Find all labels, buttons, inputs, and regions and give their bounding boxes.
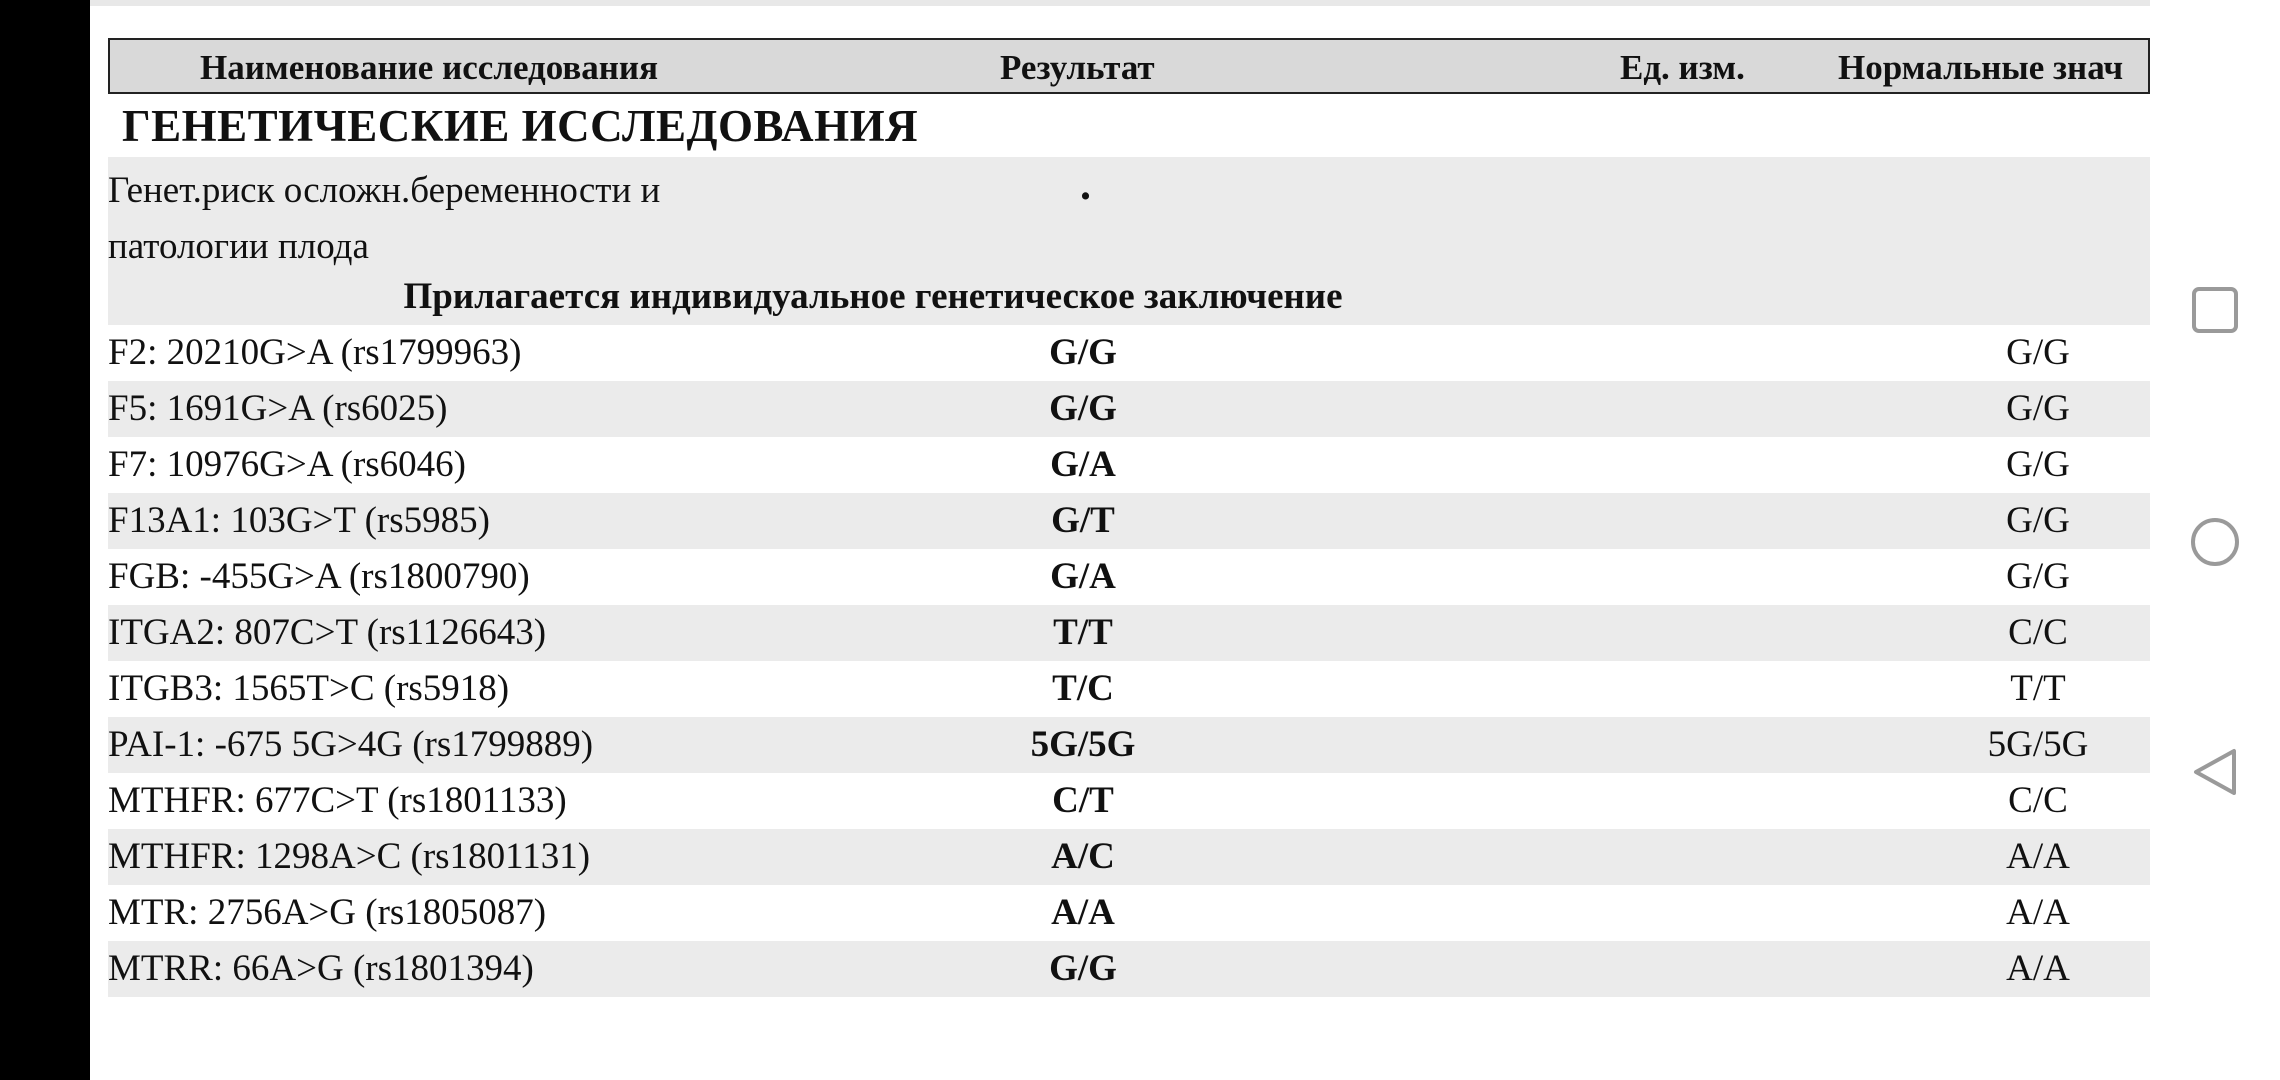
row-norm: G/G bbox=[2006, 556, 2070, 597]
table-row bbox=[108, 717, 2150, 773]
recents-button[interactable] bbox=[2188, 283, 2242, 337]
navigation-bar bbox=[2150, 0, 2280, 1080]
row-name: FGB: -455G>A (rs1800790) bbox=[108, 556, 530, 597]
row-result: T/T bbox=[1053, 612, 1113, 653]
table-row bbox=[108, 661, 2150, 717]
row-norm: A/A bbox=[2006, 892, 2070, 933]
top-page-edge bbox=[90, 0, 2150, 6]
row-result: G/T bbox=[1051, 500, 1115, 541]
risk-block bbox=[108, 157, 2150, 325]
row-norm: A/A bbox=[2006, 836, 2070, 877]
risk-line-2: патологии плода bbox=[108, 226, 369, 267]
row-norm: C/C bbox=[2008, 780, 2068, 821]
table-row bbox=[108, 493, 2150, 549]
row-norm: T/T bbox=[2010, 668, 2066, 709]
table-row bbox=[108, 773, 2150, 829]
table-row bbox=[108, 325, 2150, 381]
row-name: F13A1: 103G>T (rs5985) bbox=[108, 500, 490, 541]
row-norm: G/G bbox=[2006, 500, 2070, 541]
row-result: G/A bbox=[1050, 556, 1116, 597]
triangle-back-icon bbox=[2188, 745, 2242, 799]
risk-result: . bbox=[1080, 160, 1091, 209]
row-name: MTRR: 66A>G (rs1801394) bbox=[108, 948, 534, 989]
row-name: F5: 1691G>A (rs6025) bbox=[108, 388, 448, 429]
back-button[interactable] bbox=[2188, 745, 2242, 799]
header-unit: Ед. изм. bbox=[1620, 48, 1745, 87]
table-row bbox=[108, 885, 2150, 941]
circle-icon bbox=[2188, 515, 2242, 569]
square-icon bbox=[2188, 283, 2242, 337]
row-norm: G/G bbox=[2006, 444, 2070, 485]
row-norm: A/A bbox=[2006, 948, 2070, 989]
risk-name bbox=[108, 163, 828, 275]
attachment-note: Прилагается индивидуальное генетическое заключение bbox=[403, 276, 1343, 317]
row-result: A/C bbox=[1051, 836, 1115, 877]
row-norm: 5G/5G bbox=[1987, 724, 2089, 765]
document-page[interactable] bbox=[90, 0, 2150, 1080]
row-name: F2: 20210G>A (rs1799963) bbox=[108, 332, 522, 373]
row-result: C/T bbox=[1052, 780, 1114, 821]
row-norm: G/G bbox=[2006, 332, 2070, 373]
table-row bbox=[108, 605, 2150, 661]
row-name: ITGA2: 807C>T (rs1126643) bbox=[108, 612, 547, 653]
table-header bbox=[108, 38, 2150, 94]
row-name: MTHFR: 677C>T (rs1801133) bbox=[108, 780, 567, 821]
table-row bbox=[108, 941, 2150, 997]
table-row bbox=[108, 381, 2150, 437]
row-name: MTHFR: 1298A>C (rs1801131) bbox=[108, 836, 591, 877]
section-title: ГЕНЕТИЧЕСКИЕ ИССЛЕДОВАНИЯ bbox=[122, 101, 919, 151]
results-table bbox=[108, 325, 2150, 997]
risk-line-1: Генет.риск осложн.беременности и bbox=[108, 170, 661, 211]
row-norm: C/C bbox=[2008, 612, 2068, 653]
header-result: Результат bbox=[1000, 48, 1155, 87]
table-row bbox=[108, 829, 2150, 885]
row-norm: G/G bbox=[2006, 388, 2070, 429]
row-name: ITGB3: 1565T>C (rs5918) bbox=[108, 668, 510, 709]
row-name: F7: 10976G>A (rs6046) bbox=[108, 444, 466, 485]
row-result: G/G bbox=[1049, 948, 1117, 989]
row-result: G/A bbox=[1050, 444, 1116, 485]
table-row bbox=[108, 437, 2150, 493]
row-result: G/G bbox=[1049, 332, 1117, 373]
row-name: PAI-1: -675 5G>4G (rs1799889) bbox=[108, 724, 594, 765]
row-name: MTR: 2756A>G (rs1805087) bbox=[108, 892, 547, 933]
row-result: G/G bbox=[1049, 388, 1117, 429]
home-button[interactable] bbox=[2188, 515, 2242, 569]
header-name: Наименование исследования bbox=[200, 48, 659, 87]
header-norm: Нормальные знач bbox=[1838, 48, 2124, 87]
table-row bbox=[108, 549, 2150, 605]
row-result: A/A bbox=[1051, 892, 1115, 933]
row-result: T/C bbox=[1052, 668, 1114, 709]
left-black-bar bbox=[0, 0, 90, 1080]
row-result: 5G/5G bbox=[1030, 724, 1136, 765]
